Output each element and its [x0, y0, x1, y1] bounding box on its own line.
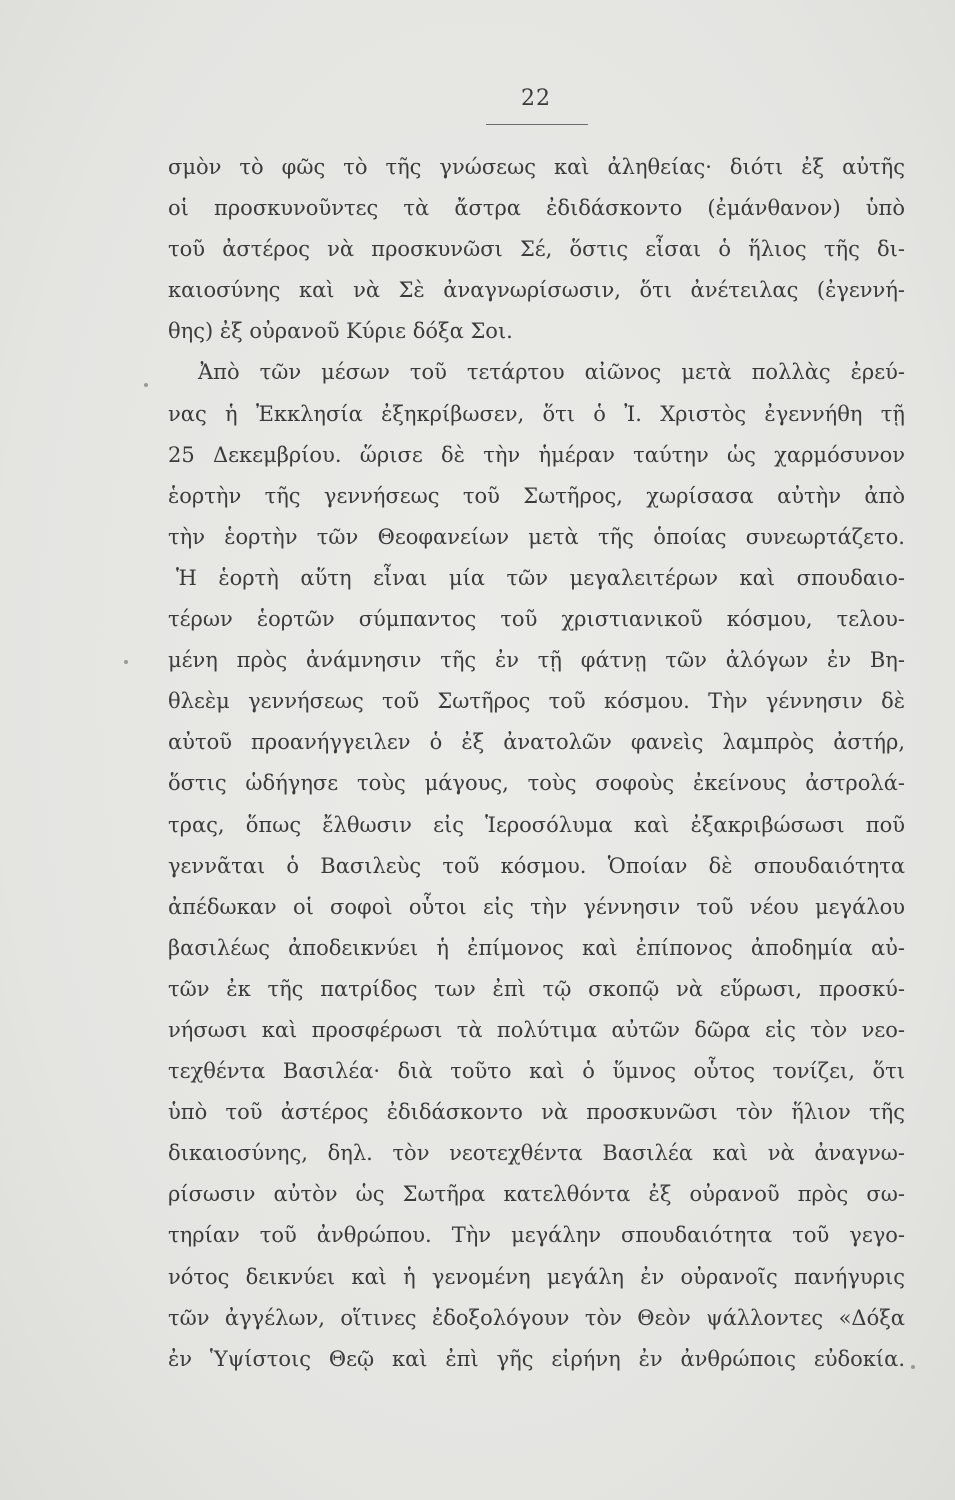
text-line: ἐν Ὑψίστοις Θεῷ καὶ ἐπὶ γῆς εἰρήνη ἐν ἀνθρώποις εὐδοκία. — [168, 1346, 905, 1371]
text-line: νότος δεικνύει καὶ ἡ γενομένη μεγάλη ἐν οὐρανοῖς πανήγυρις — [168, 1264, 905, 1289]
text-line: αὐτοῦ προανήγγειλεν ὁ ἐξ ἀνατολῶν φανεὶς λαμπρὸς ἀστήρ, — [168, 730, 905, 755]
text-line: σμὸν τὸ φῶς τὸ τῆς γνώσεως καὶ ἀληθείας· διότι ἐξ αὐτῆς — [168, 155, 905, 179]
text-line: ἀπέδωκαν οἱ σοφοὶ οὗτοι εἰς τὴν γέννησιν τοῦ νέου μεγάλου — [168, 894, 905, 919]
text-line: μένη πρὸς ἀνάμνησιν τῆς ἐν τῇ φάτνῃ τῶν ἀλόγων ἐν Βη- — [168, 648, 905, 673]
text-line: τηρίαν τοῦ ἀνθρώπου. Τὴν μεγάλην σπουδαιότητα τοῦ γεγο- — [168, 1223, 905, 1248]
text-line: τὴν ἑορτὴν τῶν Θεοφανείων μετὰ τῆς ὁποίας συνεωρτάζετο. — [168, 524, 905, 549]
page-number: 22 — [521, 86, 551, 111]
paper-speck — [124, 660, 128, 664]
text-line: νας ἡ Ἐκκλησία ἐξηκρίβωσεν, ὅτι ὁ Ἰ. Χριστὸς ἐγεννήθη τῇ — [168, 401, 905, 426]
text-line: τοῦ ἀστέρος νὰ προσκυνῶσι Σέ, ὅστις εἶσαι ὁ ἥλιος τῆς δι- — [168, 237, 905, 262]
text-line: 25 Δεκεμβρίου. ὥρισε δὲ τὴν ἡμέραν ταύτην ὡς χαρμόσυνον — [168, 442, 905, 467]
text-line: δικαιοσύνης, δηλ. τὸν νεοτεχθέντα Βασιλέα καὶ νὰ ἀναγνω- — [168, 1141, 905, 1166]
text-line: τέρων ἑορτῶν σύμπαντος τοῦ χριστιανικοῦ κόσμου, τελου- — [168, 607, 905, 632]
text-line: Ἀπὸ τῶν μέσων τοῦ τετάρτου αἰῶνος μετὰ πολλὰς ἐρεύ- — [198, 360, 905, 385]
text-line: ἑορτὴν τῆς γεννήσεως τοῦ Σωτῆρος, χωρίσασα αὐτὴν ἀπὸ — [168, 483, 905, 508]
text-line: καιοσύνης καὶ νὰ Σὲ ἀναγνωρίσωσιν, ὅτι ἀνέτειλας (ἐγεννή- — [168, 278, 905, 303]
paper-speck — [144, 383, 148, 387]
text-line: Ἡ ἑορτὴ αὕτη εἶναι μία τῶν μεγαλειτέρων καὶ σπουδαιο- — [176, 565, 905, 590]
paper-speck — [911, 1365, 915, 1369]
text-line: ρίσωσιν αὐτὸν ὡς Σωτῆρα κατελθόντα ἐξ οὐρανοῦ πρὸς σω- — [168, 1182, 905, 1207]
text-line: τῶν ἐκ τῆς πατρίδος των ἐπὶ τῷ σκοπῷ νὰ εὕρωσι, προσκύ- — [168, 976, 905, 1001]
text-line: νήσωσι καὶ προσφέρωσι τὰ πολύτιμα αὐτῶν δῶρα εἰς τὸν νεο- — [168, 1017, 905, 1042]
text-line: βασιλέως ἀποδεικνύει ἡ ἐπίμονος καὶ ἐπίπονος ἀποδημία αὐ- — [168, 935, 905, 960]
text-line: τῶν ἀγγέλων, οἵτινες ἐδοξολόγουν τὸν Θεὸν ψάλλοντες «Δόξα — [168, 1305, 905, 1330]
text-line: τρας, ὅπως ἔλθωσιν εἰς Ἱεροσόλυμα καὶ ἐξακριβώσωσι ποῦ — [168, 812, 905, 837]
text-line: θλεὲμ γεννήσεως τοῦ Σωτῆρος τοῦ κόσμου. Τὴν γέννησιν δὲ — [168, 689, 905, 714]
text-line: θης) ἐξ οὐρανοῦ Κύριε δόξα Σοι. — [168, 319, 513, 344]
text-line: οἱ προσκυνοῦντες τὰ ἄστρα ἐδιδάσκοντο (ἐμάνθανον) ὑπὸ — [168, 196, 905, 221]
text-line: τεχθέντα Βασιλέα· διὰ τοῦτο καὶ ὁ ὕμνος οὗτος τονίζει, ὅτι — [168, 1059, 905, 1084]
text-line: γεννᾶται ὁ Βασιλεὺς τοῦ κόσμου. Ὁποίαν δὲ σπουδαιότητα — [168, 853, 905, 878]
text-line: ὅστις ὡδήγησε τοὺς μάγους, τοὺς σοφοὺς ἐκείνους ἀστρολά- — [168, 771, 905, 796]
text-line: ὑπὸ τοῦ ἀστέρος ἐδιδάσκοντο νὰ προσκυνῶσι τὸν ἥλιον τῆς — [168, 1100, 905, 1125]
header-rule — [486, 124, 588, 125]
body-text — [168, 147, 905, 1380]
